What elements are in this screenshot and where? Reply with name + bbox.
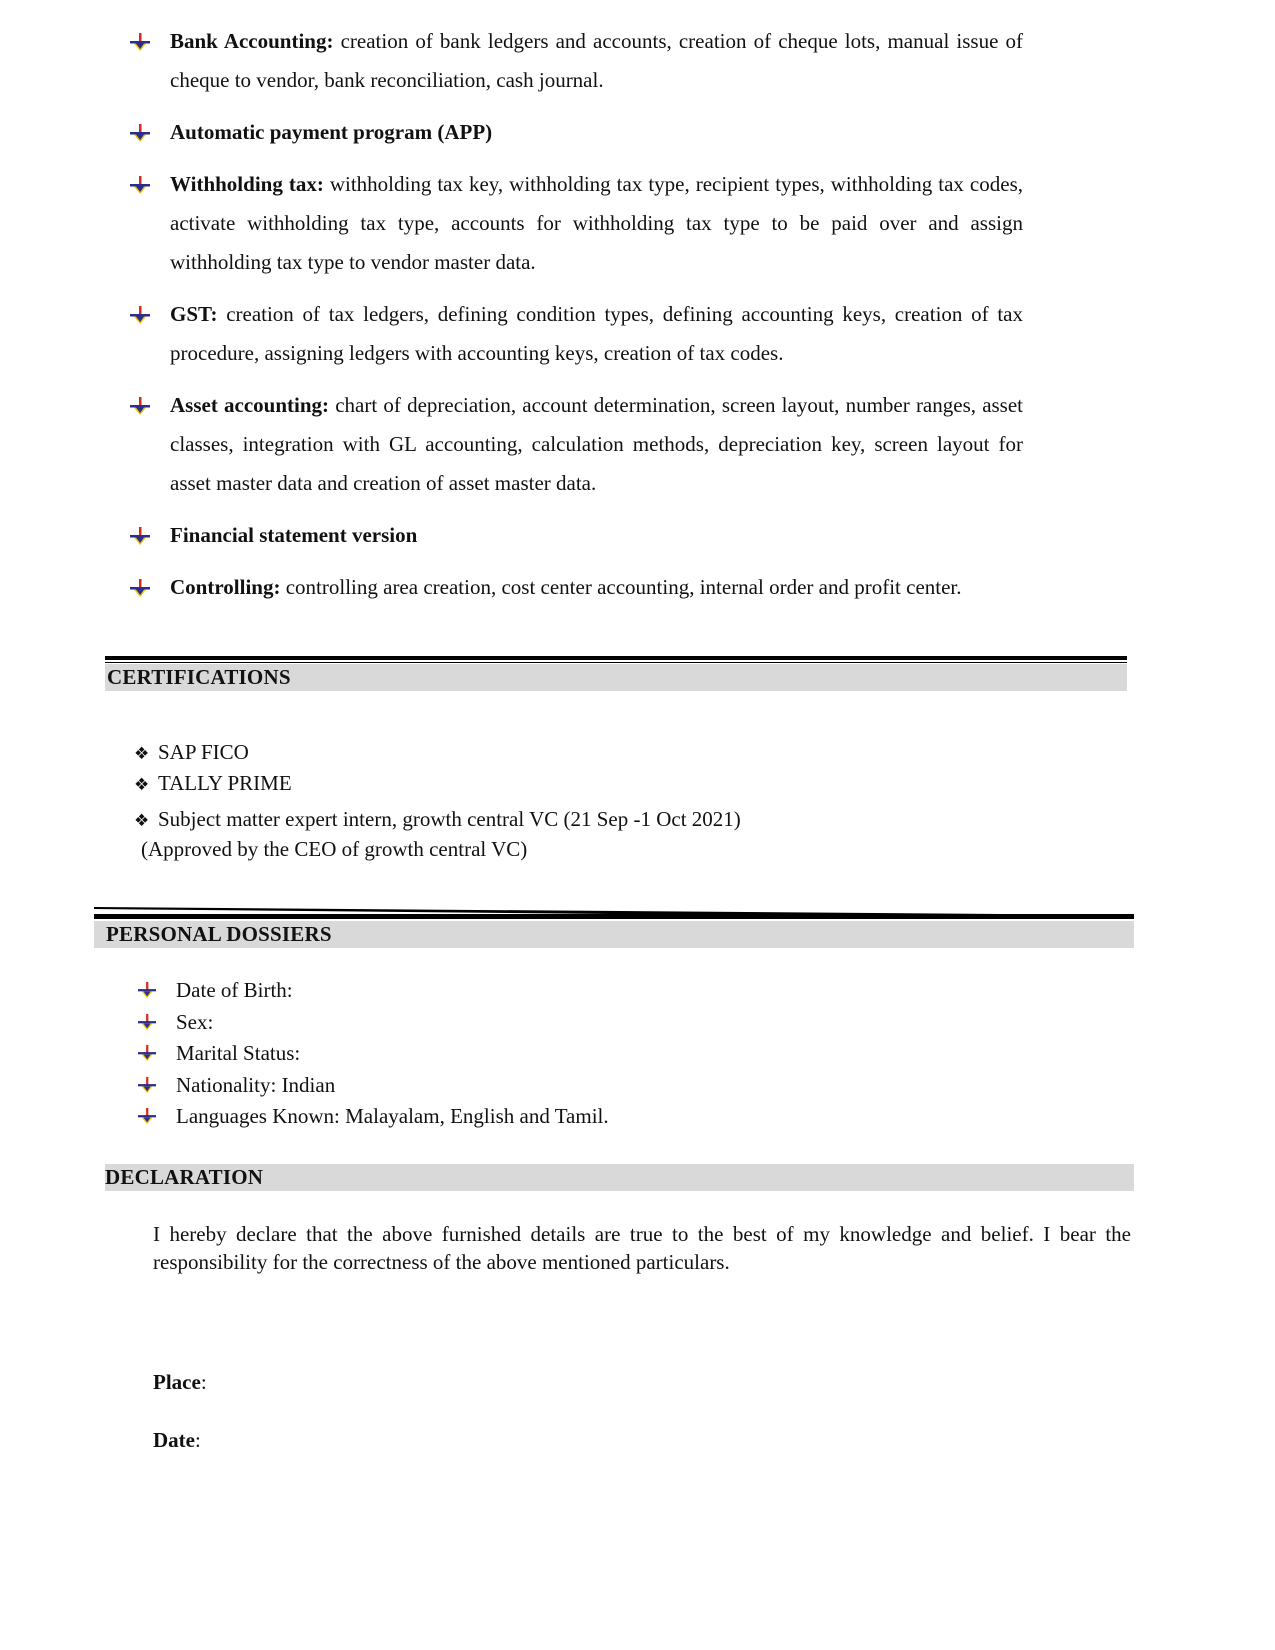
skill-title: Financial statement version bbox=[170, 523, 418, 547]
certification-label: SAP FICO bbox=[158, 740, 249, 764]
arrow-bullet-icon bbox=[128, 526, 152, 546]
personal-item-label: Date of Birth: bbox=[176, 978, 293, 1002]
arrow-bullet-icon bbox=[136, 1044, 158, 1062]
list-item bbox=[136, 1101, 609, 1133]
skill-text: controlling area creation, cost center accounting, internal order and profit center. bbox=[280, 575, 962, 599]
section-divider bbox=[105, 662, 1127, 663]
diamond-bullet-icon: ❖ bbox=[134, 811, 150, 831]
arrow-bullet-icon bbox=[128, 123, 152, 143]
arrow-bullet-icon bbox=[128, 305, 152, 325]
list-item bbox=[136, 1038, 609, 1070]
arrow-bullet-icon bbox=[128, 396, 152, 416]
list-item bbox=[134, 807, 741, 838]
place-line bbox=[153, 1370, 207, 1395]
arrow-bullet-icon bbox=[136, 1013, 158, 1031]
section-title-certifications: CERTIFICATIONS bbox=[107, 665, 291, 689]
skill-title: Asset accounting: bbox=[170, 393, 330, 417]
list-item bbox=[128, 165, 1023, 282]
arrow-bullet-icon bbox=[136, 1076, 158, 1094]
list-item bbox=[128, 295, 1023, 373]
section-divider bbox=[105, 656, 1127, 660]
skill-text: withholding tax key, withholding tax type, recipient types, withholding tax codes, activate withholding tax type, accounts for withholding tax type to be paid over and assign withholding tax type to vendor master data. bbox=[170, 172, 1023, 274]
declaration-text: I hereby declare that the above furnished details are true to the best of my knowledge and belief. I bear the responsibility for the correctness of the above mentioned particulars. bbox=[153, 1222, 1131, 1274]
list-item bbox=[128, 386, 1023, 503]
list-item bbox=[136, 975, 609, 1007]
diamond-bullet-icon: ❖ bbox=[134, 775, 150, 795]
date-line bbox=[153, 1428, 201, 1453]
skill-title: Controlling: bbox=[170, 575, 281, 599]
list-item bbox=[128, 568, 1023, 607]
date-label: Date bbox=[153, 1428, 195, 1452]
skill-text: creation of tax ledgers, defining condition types, defining accounting keys, creation of tax procedure, assigning ledgers with accounting keys, creation of tax codes. bbox=[170, 302, 1023, 365]
list-item bbox=[136, 1070, 609, 1102]
personal-item-label: Marital Status: bbox=[176, 1041, 301, 1065]
list-item bbox=[134, 740, 741, 771]
list-item bbox=[134, 771, 741, 802]
certification-label: TALLY PRIME bbox=[158, 771, 292, 795]
certification-note: (Approved by the CEO of growth central VC) bbox=[141, 837, 528, 861]
section-title-personal: PERSONAL DOSSIERS bbox=[106, 922, 332, 946]
certification-label: Subject matter expert intern, growth central VC (21 Sep -1 Oct 2021) bbox=[158, 807, 741, 831]
section-title-declaration: DECLARATION bbox=[105, 1165, 264, 1189]
list-item bbox=[136, 1007, 609, 1039]
place-label: Place bbox=[153, 1370, 201, 1394]
skill-title: GST: bbox=[170, 302, 218, 326]
arrow-bullet-icon bbox=[128, 578, 152, 598]
diamond-bullet-icon: ❖ bbox=[134, 744, 150, 764]
skills-list bbox=[128, 22, 1023, 620]
date-colon: : bbox=[194, 1428, 201, 1452]
skill-text: chart of depreciation, account determination, screen layout, number ranges, asset classes, integration with GL accounting, calculation methods, depreciation key, screen layout for asset master data and creation of asset master data. bbox=[170, 393, 1024, 495]
list-item bbox=[128, 22, 1023, 100]
list-item bbox=[128, 516, 1023, 555]
arrow-bullet-icon bbox=[136, 1107, 158, 1125]
personal-item-label: Nationality: Indian bbox=[176, 1072, 336, 1097]
list-item bbox=[128, 113, 1023, 152]
personal-item-label: Sex: bbox=[176, 1009, 214, 1034]
section-divider bbox=[94, 906, 1134, 920]
place-colon: : bbox=[200, 1370, 207, 1394]
skill-title: Bank Accounting: bbox=[170, 29, 334, 53]
skill-title: Automatic payment program (APP) bbox=[170, 120, 493, 144]
arrow-bullet-icon bbox=[136, 981, 158, 999]
certifications-list bbox=[134, 740, 741, 838]
arrow-bullet-icon bbox=[128, 175, 152, 195]
personal-list bbox=[136, 975, 609, 1133]
personal-item-label: Languages Known: Malayalam, English and Tamil. bbox=[176, 1104, 609, 1128]
arrow-bullet-icon bbox=[128, 32, 152, 52]
skill-text: creation of bank ledgers and accounts, creation of cheque lots, manual issue of cheque to vendor, bank reconciliation, cash journal. bbox=[170, 29, 1023, 92]
skill-title: Withholding tax: bbox=[170, 172, 324, 196]
